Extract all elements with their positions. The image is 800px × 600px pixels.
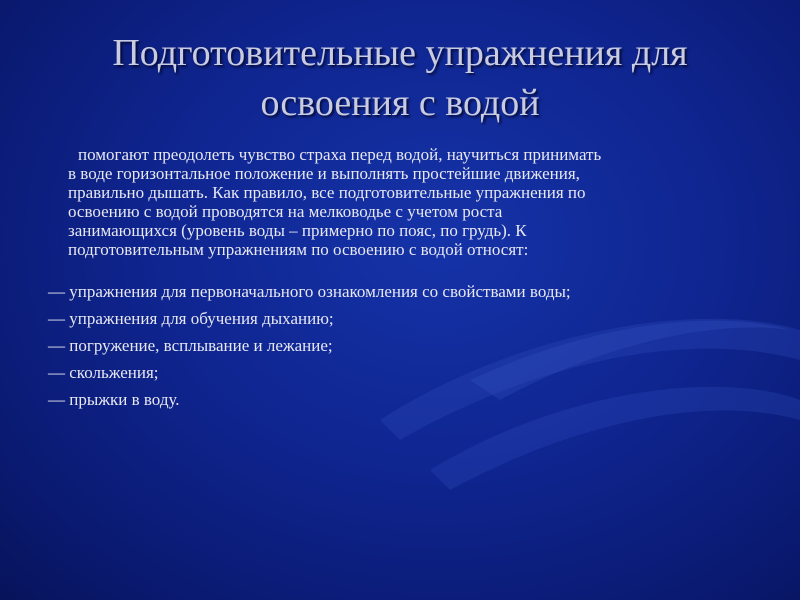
list-item: — упражнения для первоначального ознакомления со свойствами воды; — [48, 282, 571, 301]
intro-paragraph — [68, 145, 758, 259]
title-line-2: освоения с водой — [260, 82, 540, 124]
intro-line: занимающихся (уровень воды – примерно по пояс, по грудь). К — [68, 221, 527, 240]
intro-line: правильно дышать. Как правило, все подготовительные упражнения по — [68, 183, 586, 202]
list-item: — упражнения для обучения дыханию; — [48, 309, 334, 328]
intro-line: помогают преодолеть чувство страха перед водой, научиться принимать — [78, 145, 602, 164]
list-item: — погружение, всплывание и лежание; — [48, 336, 333, 355]
list-item: — скольжения; — [48, 363, 159, 382]
intro-line: в воде горизонтальное положение и выполнять простейшие движения, — [68, 164, 580, 183]
list-item: — прыжки в воду. — [48, 390, 180, 409]
intro-line: освоению с водой проводятся на мелководье с учетом роста — [68, 202, 503, 221]
intro-line: подготовительным упражнениям по освоению с водой относят: — [68, 240, 529, 259]
slide-title — [30, 28, 770, 128]
title-line-1: Подготовительные упражнения для — [112, 32, 688, 74]
exercise-list — [48, 278, 768, 413]
